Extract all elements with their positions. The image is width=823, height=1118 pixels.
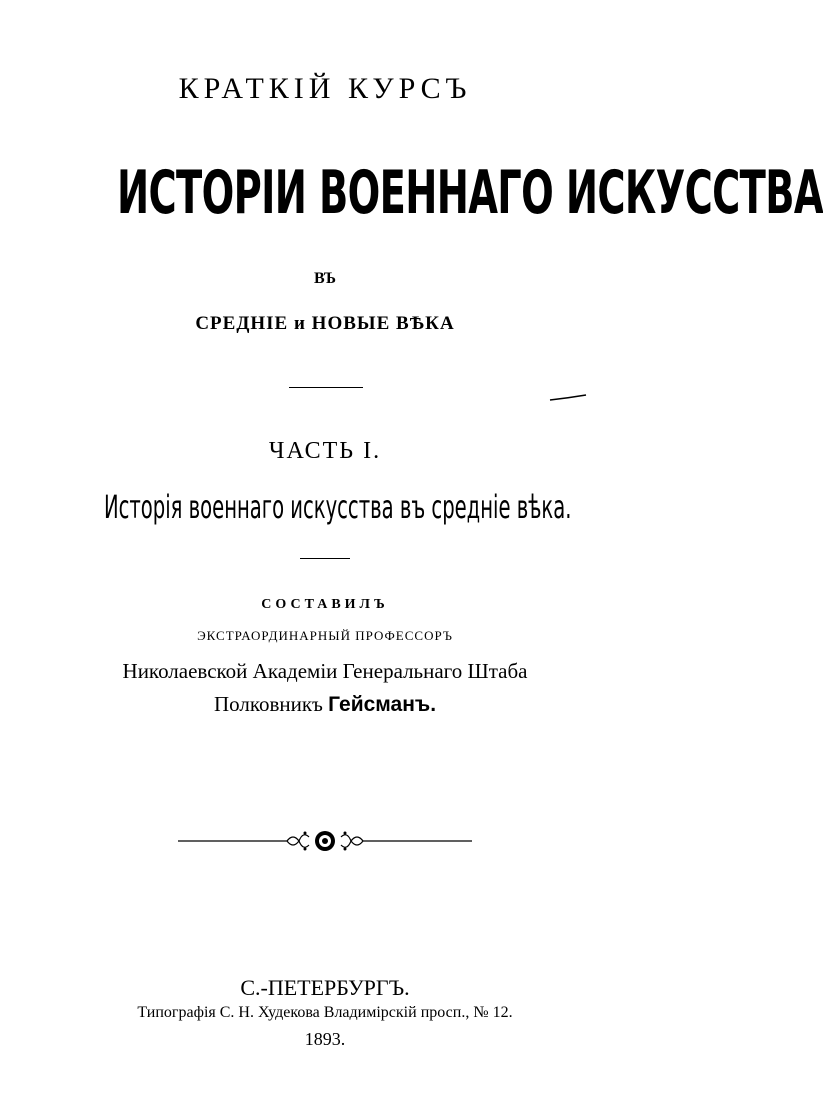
rank: Полковникъ	[213, 692, 323, 716]
publication-year: 1893.	[304, 1029, 346, 1049]
author-name: Гейсманъ.	[328, 693, 437, 716]
city: С.-ПЕТЕРБУРГЪ.	[240, 975, 410, 1000]
author-line	[0, 692, 650, 717]
part-label: ЧАСТЬ I.	[268, 438, 382, 464]
printer-line: Типографія С. Н. Худекова Владимірскій просп., № 12.	[137, 1004, 513, 1021]
ages-subtitle: СРЕДНІЕ и НОВЫЕ ВѢКА	[195, 313, 455, 334]
compiled-by: СОСТАВИЛЪ	[261, 597, 389, 612]
part-title: Исторія военнаго искусства въ средніе вѣка.	[104, 488, 572, 526]
divider-top	[289, 387, 363, 388]
divider-middle	[300, 558, 350, 559]
stray-mark	[548, 393, 588, 403]
preposition: ВЪ	[313, 270, 337, 287]
main-title: ИСТОРІИ ВОЕННАГО ИСКУССТВА	[117, 158, 823, 228]
academy-name: Николаевской Академіи Генеральнаго Штаба	[122, 659, 528, 683]
professor-title: ЭКСТРАОРДИНАРНЫЙ ПРОФЕССОРЪ	[197, 628, 453, 643]
title-top: КРАТКІЙ КУРСЪ	[178, 72, 472, 105]
ornament-divider	[175, 821, 475, 861]
